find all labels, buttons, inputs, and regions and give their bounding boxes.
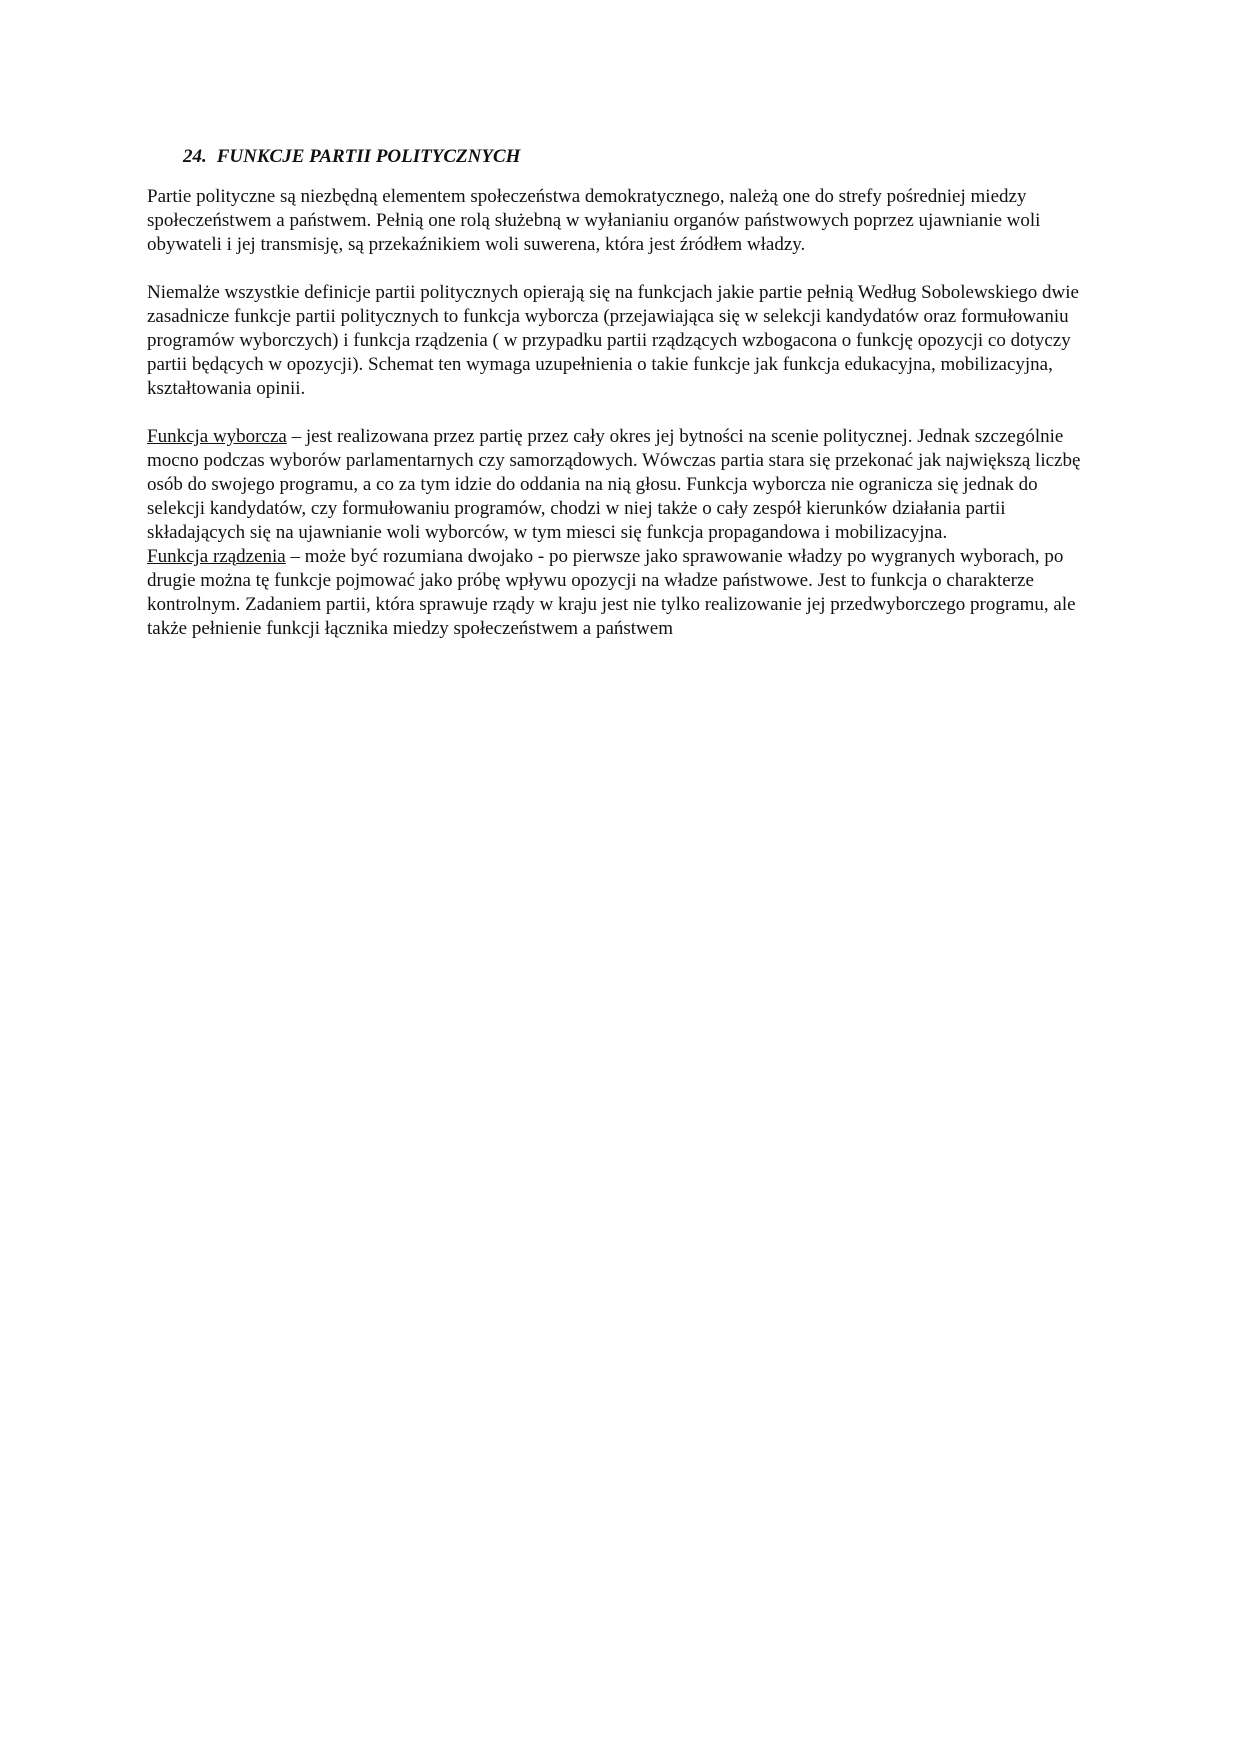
- paragraph-electoral-function: [147, 425, 1097, 545]
- paragraph-definitions: Niemalże wszystkie definicje partii politycznych opierają się na funkcjach jakie partie pełnią Według Sobolewskiego dwie zasadnicze funkcje partii politycznych to funkcja wyborcza (przejawiająca się w selekcji kandydatów oraz formułowaniu programów wyborczych) i funkcja rządzenia ( w przypadku partii rządzących wzbogacona o funkcję opozycji co dotyczy partii będących w opozycji). Schemat ten wymaga uzupełnienia o takie funkcje jak funkcja edukacyjna, mobilizacyjna, kształtowania opinii.: [147, 282, 1079, 399]
- document-page: [147, 145, 1097, 641]
- paragraph-governing-function: [147, 545, 1097, 641]
- governing-function-text: – może być rozumiana dwojako - po pierwsze jako sprawowanie władzy po wygranych wyborach, po drugie można tę funkcje pojmować jako próbę wpływu opozycji na władze państwowe. Jest to funkcja o charakterze kontrolnym. Zadaniem partii, która sprawuje rządy w kraju jest nie tylko realizowanie jej przedwyborczego programu, ale także pełnienie funkcji łącznika miedzy społeczeństwem a państwem: [147, 546, 1076, 639]
- term-governing-function: Funkcja rządzenia: [147, 546, 286, 567]
- section-title-text: FUNKCJE PARTII POLITYCZNYCH: [216, 146, 521, 167]
- electoral-function-text: – jest realizowana przez partię przez cały okres jej bytności na scenie politycznej. Jednak szczególnie mocno podczas wyborów parlamentarnych czy samorządowych. Wówczas partia stara się przekonać jak największą liczbę osób do swojego programu, a co za tym idzie do oddania na nią głosu. Funkcja wyborcza nie ogranicza się jednak do selekcji kandydatów, czy formułowaniu programów, chodzi w niej także o cały zespół kierunków działania partii składających się na ujawnianie woli wyborców, w tym miesci się funkcja propagandowa i mobilizacyjna.: [147, 426, 1081, 543]
- section-number: 24.: [183, 146, 207, 167]
- paragraph-intro: Partie polityczne są niezbędną elementem społeczeństwa demokratycznego, należą one do strefy pośredniej miedzy społeczeństwem a państwem. Pełnią one rolą służebną w wyłanianiu organów państwowych poprzez ujawnianie woli obywateli i jej transmisję, są przekaźnikiem woli suwerena, która jest źródłem władzy.: [147, 186, 1041, 255]
- section-title: [183, 145, 1097, 169]
- term-electoral-function: Funkcja wyborcza: [147, 426, 287, 447]
